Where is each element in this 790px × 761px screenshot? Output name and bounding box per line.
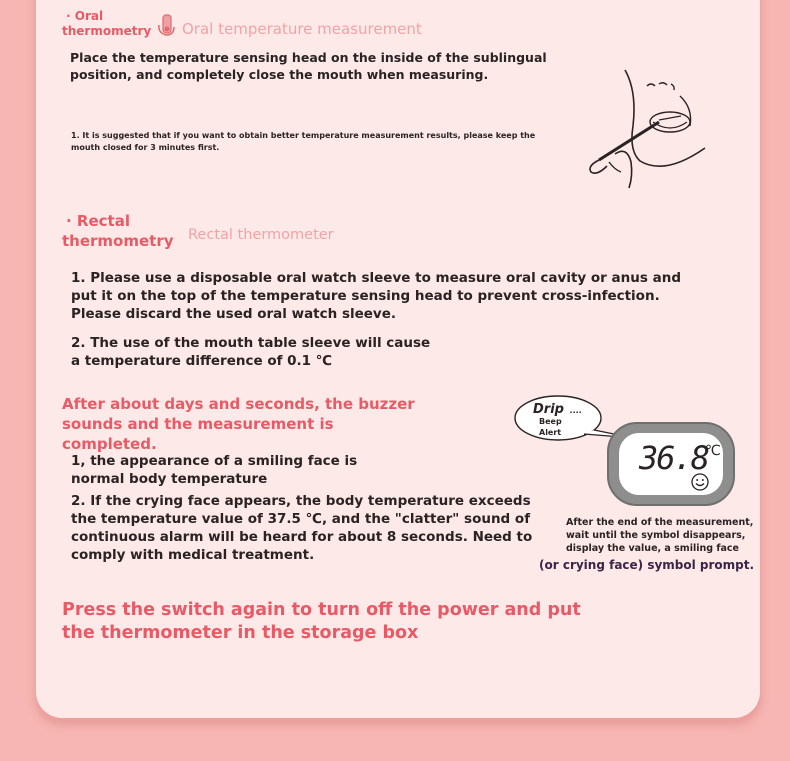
- oral-subtitle: Oral temperature measurement: [182, 20, 422, 38]
- bubble-text: [533, 402, 582, 438]
- bubble-dots: ....: [569, 406, 582, 415]
- oral-instruction: Place the temperature sensing head on the inside of the sublingual position, and completely close the mouth when measuring.: [70, 50, 547, 82]
- rectal-tag-line1: · Rectal: [66, 212, 130, 230]
- mouth-thermometer-illustration: [585, 66, 720, 194]
- bubble-alert: Alert: [539, 428, 562, 437]
- rectal-tag: [62, 211, 174, 251]
- rectal-subtitle: Rectal thermometer: [188, 227, 334, 243]
- rectal-step-2: 2. The use of the mouth table sleeve will cause a temperature difference of 0.1 ℃: [71, 335, 431, 369]
- oral-note-line2: mouth closed for 3 minutes first.: [71, 143, 220, 152]
- completion-heading: After about days and seconds, the buzzer sounds and the measurement is completed.: [62, 395, 415, 453]
- oral-tag-line1: · Oral: [66, 9, 104, 23]
- smiling-face-icon: [691, 473, 709, 491]
- oral-note-line1: 1. It is suggested that if you want to obtain better temperature measurement results, please keep the: [71, 131, 536, 140]
- display-caption: [566, 516, 753, 555]
- lcd-screen: [619, 433, 723, 495]
- bubble-drip: Drip: [533, 402, 564, 417]
- completion-item-1: 1, the appearance of a smiling face is normal body temperature: [71, 453, 358, 487]
- lcd-unit: ℃: [705, 443, 721, 459]
- caption-line-2: wait until the symbol disappears,: [566, 530, 746, 541]
- rectal-step-1: 1. Please use a disposable oral watch sleeve to measure oral cavity or anus and put it on the top of the temperature sensing head to prevent cross-infection. Please discard the used oral watch sleeve.: [71, 270, 681, 322]
- bubble-beep: Beep: [539, 417, 562, 426]
- oral-tag: [62, 9, 151, 39]
- caption-line-1: After the end of the measurement,: [566, 517, 754, 528]
- lcd-reading: 36.8: [639, 439, 709, 477]
- caption-line-3: display the value, a smiling face: [566, 543, 739, 554]
- oral-tag-line2: thermometry: [62, 24, 152, 38]
- rectal-tag-line2: thermometry: [62, 232, 174, 250]
- footer-instruction: Press the switch again to turn off the power and put the thermometer in the storage box: [62, 600, 581, 643]
- oral-note: [71, 130, 535, 154]
- completion-item-2: 2. If the crying face appears, the body temperature exceeds the temperature value of 37.5 ℃, and the "clatter" sound of continuous alarm will be heard for about 8 seconds. Need to comply with medical treatment.: [71, 493, 533, 563]
- thermometer-display: [607, 422, 735, 506]
- thermometer-hand-icon: [156, 13, 178, 37]
- caption-line-4: (or crying face) symbol prompt.: [539, 558, 755, 572]
